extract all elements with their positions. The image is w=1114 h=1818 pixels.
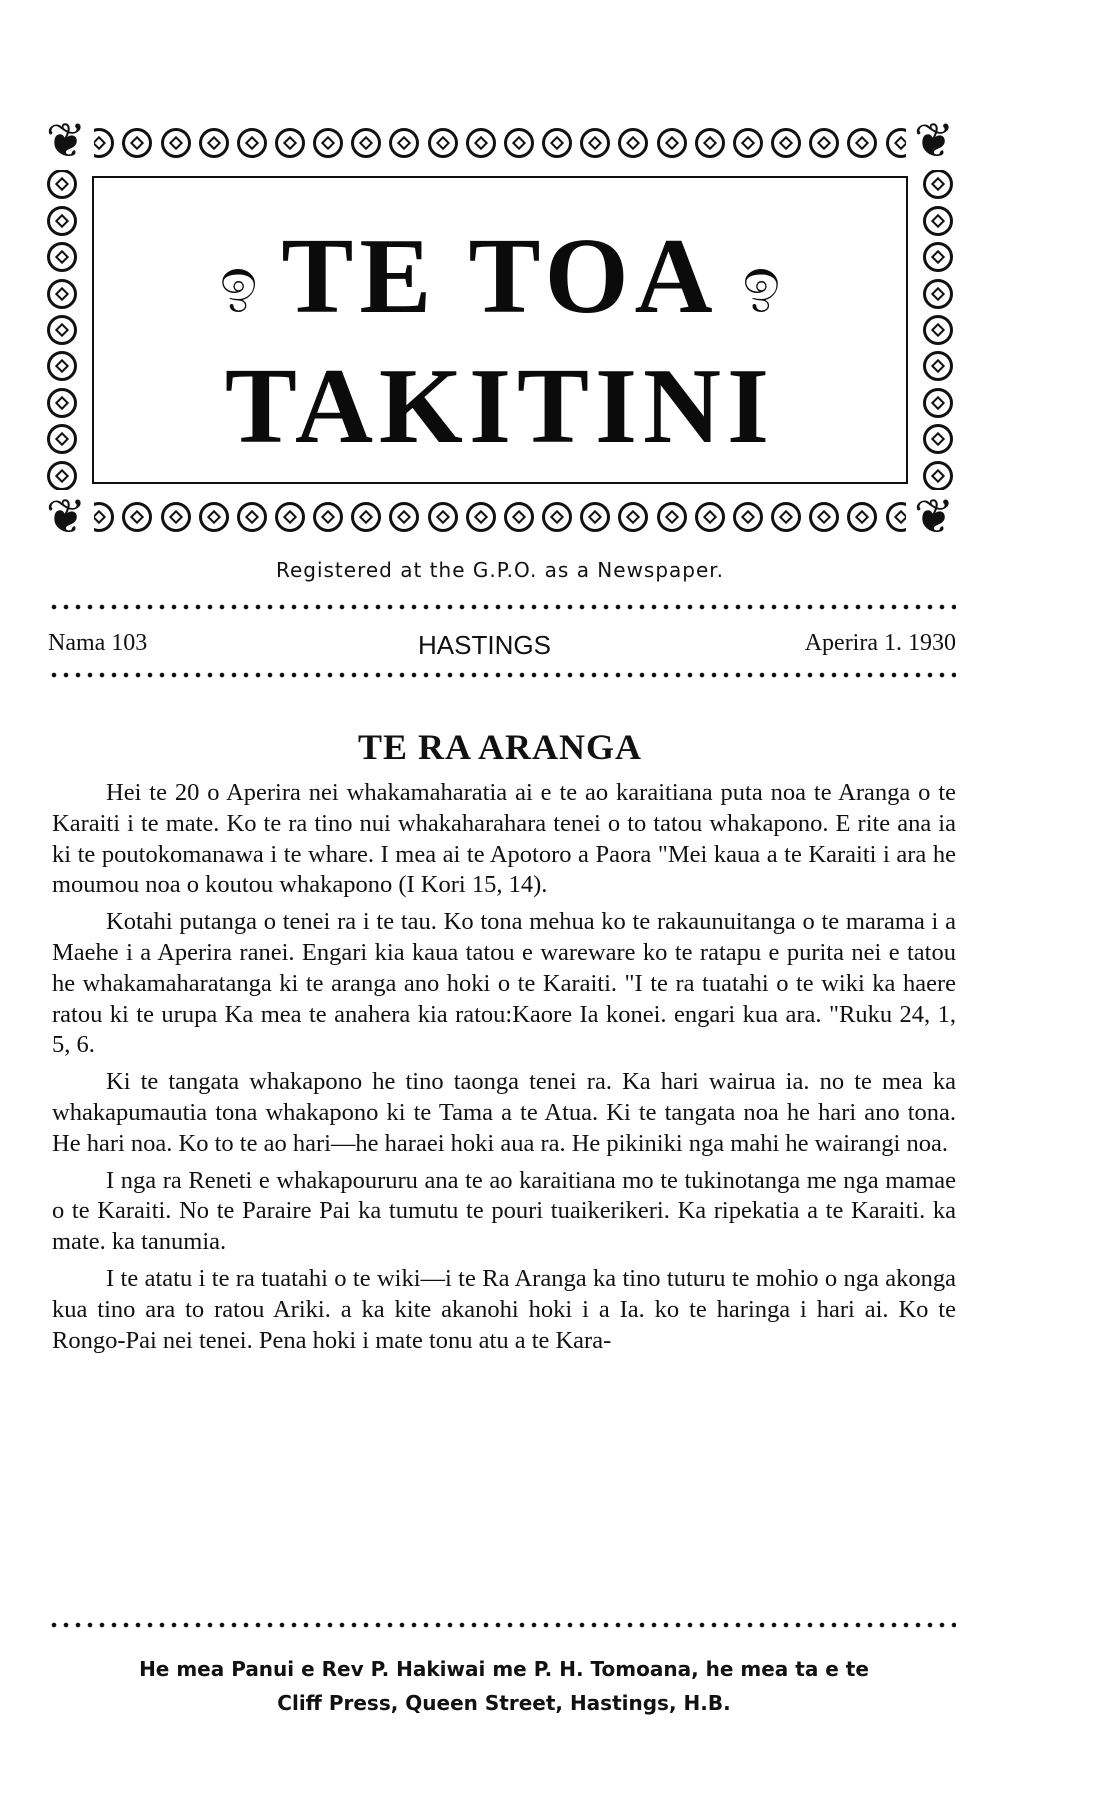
footer-line-1: He mea Panui e Rev P. Hakiwai me P. H. Tomoana, he mea ta e te <box>139 1657 869 1681</box>
border-motif-icon <box>618 128 648 158</box>
swirl-ornament-icon: ඉ <box>742 248 781 315</box>
border-motif-icon <box>542 128 572 158</box>
border-motif-icon <box>47 315 77 345</box>
border-motif-icon <box>504 128 534 158</box>
corner-ornament-icon: ❦ <box>38 114 94 170</box>
article-paragraph: Ki te tangata whakapono he tino taonga tenei ra. Ka hari wairua ia. no te mea ka whakapumautia tona whakapono ki te Tama a te Atua. Ki te tangata noa he hari ano tona. He hari noa. Ko to te ao hari—he haraei hoki aua ra. He pikiniki nga mahi he wairangi noa. <box>52 1068 956 1157</box>
border-motif-icon <box>923 279 953 309</box>
ornamental-border-left <box>42 166 82 494</box>
border-motif-icon <box>313 128 343 158</box>
dotted-divider <box>48 671 956 679</box>
border-motif-icon <box>771 128 801 158</box>
border-motif-icon <box>809 502 839 532</box>
border-motif-icon <box>923 351 953 381</box>
border-motif-icon <box>47 206 77 236</box>
border-motif-icon <box>47 351 77 381</box>
border-motif-icon <box>313 502 343 532</box>
article-title: TE RA ARANGA <box>357 727 643 767</box>
issue-number: Nama 103 <box>48 630 148 656</box>
border-motif-icon <box>657 128 687 158</box>
article-paragraph: Kotahi putanga o tenei ra i te tau. Ko tona mehua ko te rakaunuitanga o te marama i a Maehe i a Aperira ranei. Engari kia kaua tatou e wareware ko te ratapu e purita nei e tatou he whakamaharatanga ki te aranga ano hoki o te Karaiti. "I te ra tuatahi o te wiki ka haere ratou ki te urupa Ka mea te anahera kia ratou:Kaore Ia konei. engari kua ara. "Ruku 24, 1, 5, 6. <box>52 908 956 1059</box>
border-motif-icon <box>580 128 610 158</box>
border-motif-icon <box>733 128 763 158</box>
corner-ornament-icon: ❦ <box>38 490 94 546</box>
article-body <box>52 778 956 1362</box>
registered-note: Registered at the G.P.O. as a Newspaper. <box>275 558 725 582</box>
ornamental-border-bottom <box>42 494 958 540</box>
border-motif-icon <box>847 128 877 158</box>
border-motif-icon <box>47 279 77 309</box>
border-motif-icon <box>923 206 953 236</box>
border-motif-icon <box>161 128 191 158</box>
issue-place: HASTINGS <box>418 630 551 660</box>
article-paragraph: I nga ra Reneti e whakapoururu ana te ao karaitiana mo te tukinotanga me nga mamae o te Karaiti. No te Paraire Pai ka tumutu te pouri tuaikerikeri. Ka ripekatia a te Karaiti. ka mate. ka tanumia. <box>52 1166 956 1256</box>
border-motif-icon <box>466 502 496 532</box>
article-paragraph: I te atatu i te ra tuatahi o te wiki—i te Ra Aranga ka tino tuturu te mohio o nga akonga kua tino ara to ratou Ariki. a ka kite akanohi hoki i a Ia. ko te haringa i hari ai. Ko te Rongo-Pai nei tenei. Pena hoki i mate tonu atu a te Kara- <box>52 1264 956 1354</box>
border-motif-icon <box>47 242 77 272</box>
border-motif-icon <box>47 169 77 199</box>
masthead-title-line-1 <box>94 217 906 342</box>
border-motif-icon <box>695 502 725 532</box>
border-motif-icon <box>923 424 953 454</box>
border-motif-icon <box>733 502 763 532</box>
title-frame <box>92 176 908 484</box>
border-motif-icon <box>237 128 267 158</box>
border-motif-icon <box>47 461 77 491</box>
border-motif-icon <box>847 502 877 532</box>
border-motif-icon <box>504 502 534 532</box>
border-motif-icon <box>199 502 229 532</box>
issue-info-row <box>48 630 956 664</box>
border-motif-icon <box>657 502 687 532</box>
border-motif-icon <box>47 424 77 454</box>
masthead <box>42 115 958 544</box>
border-motif-icon <box>923 169 953 199</box>
ornamental-border-top <box>42 120 958 166</box>
border-motif-icon <box>809 128 839 158</box>
border-motif-icon <box>580 502 610 532</box>
border-motif-icon <box>771 502 801 532</box>
border-motif-icon <box>923 388 953 418</box>
border-motif-icon <box>695 128 725 158</box>
border-motif-icon <box>351 502 381 532</box>
border-motif-icon <box>161 502 191 532</box>
ornamental-border-right <box>918 166 958 494</box>
border-motif-icon <box>47 388 77 418</box>
border-motif-icon <box>199 128 229 158</box>
border-motif-icon <box>122 502 152 532</box>
border-motif-icon <box>542 502 572 532</box>
border-motif-icon <box>275 128 305 158</box>
dotted-divider <box>48 603 956 611</box>
article-paragraph: Hei te 20 o Aperira nei whakamaharatia ai e te ao karaitiana puta noa te Aranga o te Karaiti i te mate. Ko te ra tino nui whakaharahara tenei o to tatou whakapono. E rite ana ia ki te poutokomanawa i te whare. I mea ai te Apotoro a Paora "Mei kaua a te Karaiti i ara he moumou noa o koutou whakapono (I Kori 15, 14). <box>52 779 956 899</box>
issue-date: Aperira 1. 1930 <box>804 630 956 656</box>
dotted-divider <box>48 1621 956 1629</box>
footer-line-2: Cliff Press, Queen Street, Hastings, H.B. <box>277 1691 731 1715</box>
corner-ornament-icon: ❦ <box>906 114 962 170</box>
swirl-ornament-icon: ඉ <box>219 248 258 315</box>
border-motif-icon <box>923 315 953 345</box>
border-motif-icon <box>389 128 419 158</box>
border-motif-icon <box>275 502 305 532</box>
border-motif-icon <box>389 502 419 532</box>
border-motif-icon <box>351 128 381 158</box>
border-motif-icon <box>428 502 458 532</box>
border-motif-icon <box>923 461 953 491</box>
corner-ornament-icon: ❦ <box>906 490 962 546</box>
border-motif-icon <box>466 128 496 158</box>
border-motif-icon <box>237 502 267 532</box>
border-motif-icon <box>618 502 648 532</box>
border-motif-icon <box>122 128 152 158</box>
border-motif-icon <box>428 128 458 158</box>
masthead-title-text-1: TE TOA <box>281 217 719 336</box>
masthead-title-line-2: TAKITINI <box>224 347 776 466</box>
footer-imprint <box>52 1652 956 1720</box>
border-motif-icon <box>923 242 953 272</box>
